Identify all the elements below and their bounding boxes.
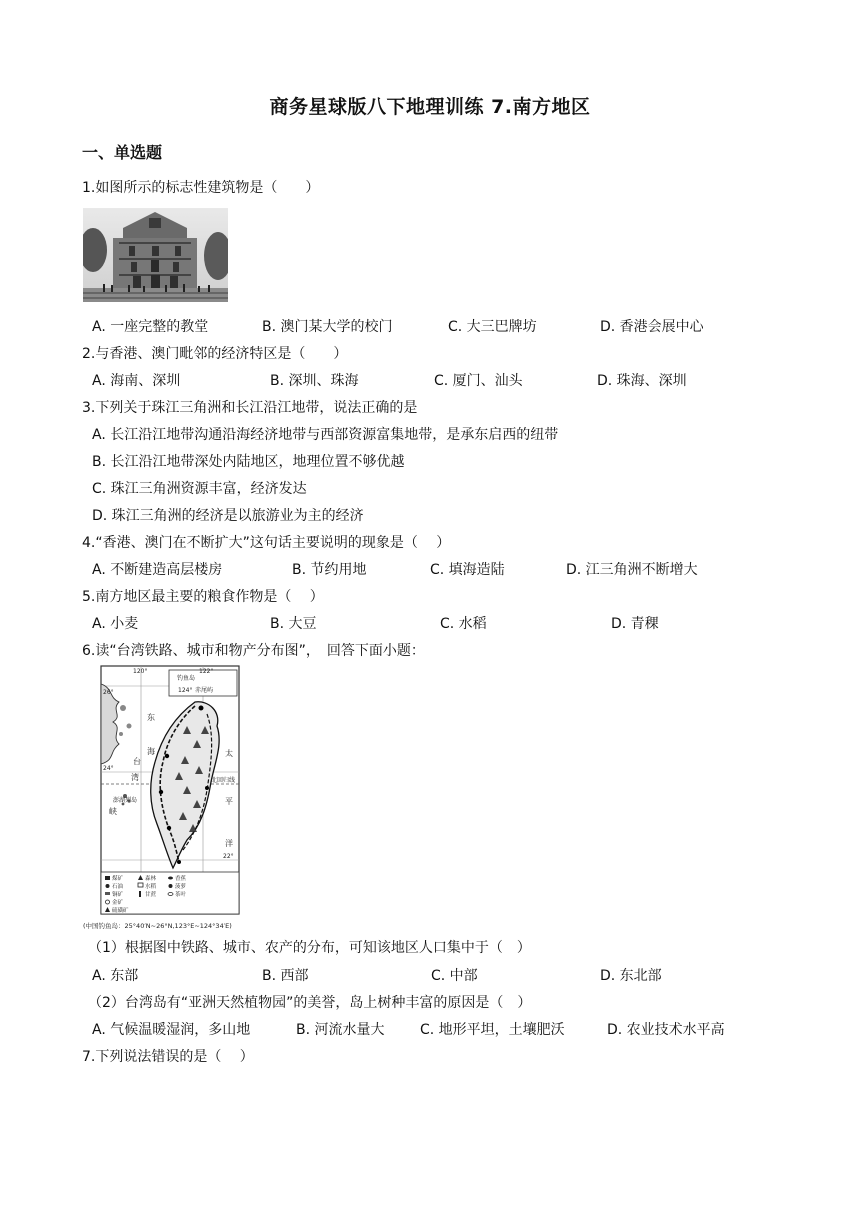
q6-sub2-option-b[interactable]: B. 河流水量大	[296, 1022, 385, 1038]
map-label-xia: 峡	[109, 807, 117, 816]
q1-option-b[interactable]: B. 澳门某大学的校门	[262, 319, 393, 335]
question-4-stem: 4.“香港、澳门在不断扩大”这句话主要说明的现象是（ ）	[82, 535, 451, 551]
map-label-26: 26°	[103, 689, 114, 696]
legend-sugarcane: 甘蔗	[145, 892, 157, 898]
q6-sub1-option-c[interactable]: C. 中部	[431, 968, 478, 984]
q3-option-d[interactable]: D. 珠江三角洲的经济是以旅游业为主的经济	[92, 508, 364, 524]
legend-forest: 森林	[145, 876, 157, 882]
q5-option-b[interactable]: B. 大豆	[270, 616, 317, 632]
map-label-yang: 洋	[225, 839, 233, 848]
question-3-stem: 3.下列关于珠江三角洲和长江沿江地带，说法正确的是	[82, 400, 418, 416]
legend-tea: 茶叶	[175, 892, 187, 898]
legend-banana: 香蕉	[175, 876, 187, 882]
legend-copper: 铜矿	[112, 892, 124, 898]
q6-sub2-option-c[interactable]: C. 地形平坦，土壤肥沃	[420, 1022, 565, 1038]
q3-option-b[interactable]: B. 长江沿江地带深处内陆地区，地理位置不够优越	[92, 454, 405, 470]
map-label-tai1: 台	[133, 757, 141, 766]
question-5-stem: 5.南方地区最主要的粮食作物是（ ）	[82, 589, 324, 605]
map-label-penghu: 澎湖列岛	[113, 797, 138, 804]
q6-sub1-option-d[interactable]: D. 东北部	[600, 968, 662, 984]
map-label-124: 124°	[178, 687, 193, 694]
map-label-120: 120°	[133, 668, 148, 675]
q1-option-a[interactable]: A. 一座完整的教堂	[92, 319, 209, 335]
q6-sub1-option-a[interactable]: A. 东部	[92, 968, 139, 984]
q5-option-c[interactable]: C. 水稻	[440, 616, 487, 632]
q5-option-d[interactable]: D. 青稞	[611, 616, 659, 632]
question-6-stem: 6.读“台湾铁路、城市和物产分布图”， 回答下面小题：	[82, 643, 425, 659]
legend-coal: 煤矿	[112, 876, 124, 882]
map-label-dong: 东	[147, 713, 155, 722]
legend-pineapple: 菠萝	[175, 884, 187, 890]
q3-option-c[interactable]: C. 珠江三角洲资源丰富，经济发达	[92, 481, 307, 497]
map-label-diaoyu: 钓鱼岛	[177, 675, 196, 682]
q2-option-d[interactable]: D. 珠海、深圳	[597, 373, 687, 389]
taiwan-map-figure	[83, 664, 259, 932]
q6-sub1-stem: （1）根据图中铁路、城市、农产的分布，可知该地区人口集中于（ ）	[88, 940, 531, 956]
legend-oil: 石油	[112, 884, 124, 890]
q1-option-c[interactable]: C. 大三巴牌坊	[448, 319, 537, 335]
q6-sub1-option-b[interactable]: B. 西部	[262, 968, 309, 984]
page-title: 商务星球版八下地理训练 7.南方地区	[269, 96, 591, 118]
map-label-tai2: 太	[225, 749, 233, 758]
map-label-122: 122°	[199, 668, 214, 675]
map-label-24: 24°	[103, 765, 114, 772]
q3-option-a[interactable]: A. 长江沿江地带沟通沿海经济地带与西部资源富集地带，是承东启西的纽带	[92, 427, 559, 443]
section-heading: 一、单选题	[82, 143, 163, 162]
legend-rice: 水稻	[145, 884, 157, 890]
q4-option-d[interactable]: D. 江三角洲不断增大	[566, 562, 698, 578]
q6-sub2-stem: （2）台湾岛有“亚洲天然植物园”的美誉，岛上树种丰富的原因是（ ）	[88, 995, 532, 1011]
q5-option-a[interactable]: A. 小麦	[92, 616, 139, 632]
q2-option-c[interactable]: C. 厦门、汕头	[434, 373, 523, 389]
ruins-of-st-pauls-photo	[83, 208, 228, 302]
map-caption: (中国钓鱼岛：25°40′N~26°N,123°E~124°34′E)	[83, 922, 232, 930]
map-label-chiwei: 赤尾屿	[195, 687, 214, 694]
map-label-ping: 平	[225, 797, 233, 806]
question-1-stem: 1.如图所示的标志性建筑物是（ ）	[82, 180, 320, 196]
q4-option-a[interactable]: A. 不断建造高层楼房	[92, 562, 223, 578]
q1-option-d[interactable]: D. 香港会展中心	[600, 319, 704, 335]
q2-option-a[interactable]: A. 海南、深圳	[92, 373, 181, 389]
map-label-tropic: 北回归线	[211, 777, 236, 784]
map-label-wan: 湾	[131, 773, 139, 782]
q6-sub2-option-a[interactable]: A. 气候温暖湿润，多山地	[92, 1022, 251, 1038]
q6-sub2-option-d[interactable]: D. 农业技术水平高	[607, 1022, 725, 1038]
q4-option-b[interactable]: B. 节约用地	[292, 562, 367, 578]
q4-option-c[interactable]: C. 填海造陆	[430, 562, 505, 578]
map-label-hai1: 海	[147, 747, 155, 756]
question-7-stem: 7.下列说法错误的是（ ）	[82, 1049, 254, 1065]
legend-sulfur: 硫磺矿	[112, 908, 129, 914]
map-label-22: 22°	[223, 853, 234, 860]
q2-option-b[interactable]: B. 深圳、珠海	[270, 373, 359, 389]
question-2-stem: 2.与香港、澳门毗邻的经济特区是（ ）	[82, 346, 348, 362]
legend-gold: 金矿	[112, 900, 124, 906]
